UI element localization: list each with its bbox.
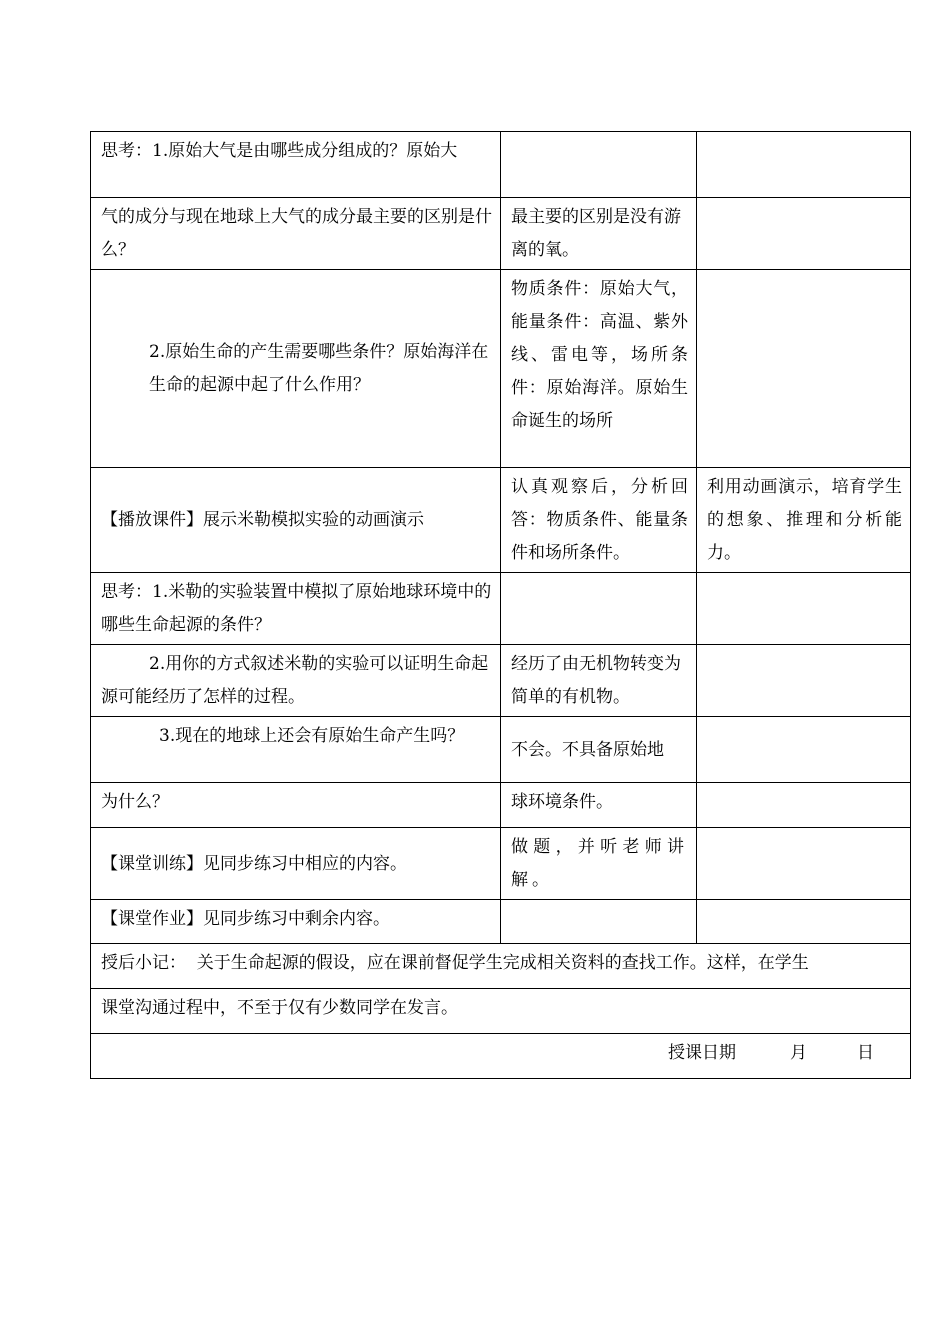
design-intent-cell	[697, 900, 911, 944]
table-row	[91, 270, 911, 468]
student-activity-cell: 球环境条件。	[501, 783, 697, 828]
design-intent-cell	[697, 717, 911, 783]
design-intent-cell	[697, 783, 911, 828]
teacher-activity-cell: 2.原始生命的产生需要哪些条件？原始海洋在生命的起源中起了什么作用？	[91, 270, 501, 468]
teacher-activity-cell: 【课堂训练】见同步练习中相应的内容。	[91, 828, 501, 900]
design-intent-cell	[697, 198, 911, 270]
teacher-activity-cell: 【课堂作业】见同步练习中剩余内容。	[91, 900, 501, 944]
teacher-activity-cell: 3.现在的地球上还会有原始生命产生吗？	[91, 717, 501, 783]
student-activity-cell	[501, 132, 697, 198]
design-intent-cell	[697, 132, 911, 198]
student-activity-cell: 经历了由无机物转变为简单的有机物。	[501, 645, 697, 717]
student-activity-cell: 不会。不具备原始地	[501, 717, 697, 783]
post-class-notes-line1: 授后小记： 关于生命起源的假设，应在课前督促学生完成相关资料的查找工作。这样，在学生	[91, 944, 911, 989]
student-activity-cell: 做题，并听老师讲解。	[501, 828, 697, 900]
student-activity-cell	[501, 900, 697, 944]
table-row	[91, 573, 911, 645]
design-intent-cell: 利用动画演示，培育学生的想象、推理和分析能力。	[697, 468, 911, 573]
day-label: 日	[857, 1043, 874, 1063]
table-row	[91, 783, 911, 828]
table-row	[91, 132, 911, 198]
teacher-activity-cell: 2.用你的方式叙述米勒的实验可以证明生命起源可能经历了怎样的过程。	[91, 645, 501, 717]
table-row	[91, 717, 911, 783]
table-row	[91, 468, 911, 573]
student-activity-cell: 最主要的区别是没有游离的氧。	[501, 198, 697, 270]
teacher-activity-cell: 思考：1.米勒的实验装置中模拟了原始地球环境中的哪些生命起源的条件？	[91, 573, 501, 645]
design-intent-cell	[697, 270, 911, 468]
design-intent-cell	[697, 573, 911, 645]
teacher-activity-cell: 思考：1.原始大气是由哪些成分组成的？原始大	[91, 132, 501, 198]
design-intent-cell	[697, 645, 911, 717]
post-class-notes-line2: 课堂沟通过程中，不至于仅有少数同学在发言。	[91, 989, 911, 1034]
teacher-activity-cell: 气的成分与现在地球上大气的成分最主要的区别是什么？	[91, 198, 501, 270]
table-row	[91, 198, 911, 270]
teacher-activity-cell: 为什么？	[91, 783, 501, 828]
teacher-activity-cell: 【播放课件】展示米勒模拟实验的动画演示	[91, 468, 501, 573]
date-row	[91, 1034, 911, 1079]
design-intent-cell	[697, 828, 911, 900]
date-label: 授课日期	[668, 1043, 736, 1063]
student-activity-cell: 物质条件：原始大气，能量条件：高温、紫外线、雷电等，场所条件：原始海洋。原始生命诞生的场所	[501, 270, 697, 468]
table-row	[91, 944, 911, 989]
table-row	[91, 828, 911, 900]
table-row	[91, 989, 911, 1034]
student-activity-cell	[501, 573, 697, 645]
student-activity-cell: 认真观察后，分析回答：物质条件、能量条件和场所条件。	[501, 468, 697, 573]
lesson-date-cell	[91, 1034, 911, 1079]
table-row	[91, 645, 911, 717]
month-label: 月	[790, 1043, 807, 1063]
table-row	[91, 900, 911, 944]
lesson-plan-table	[90, 131, 911, 1079]
